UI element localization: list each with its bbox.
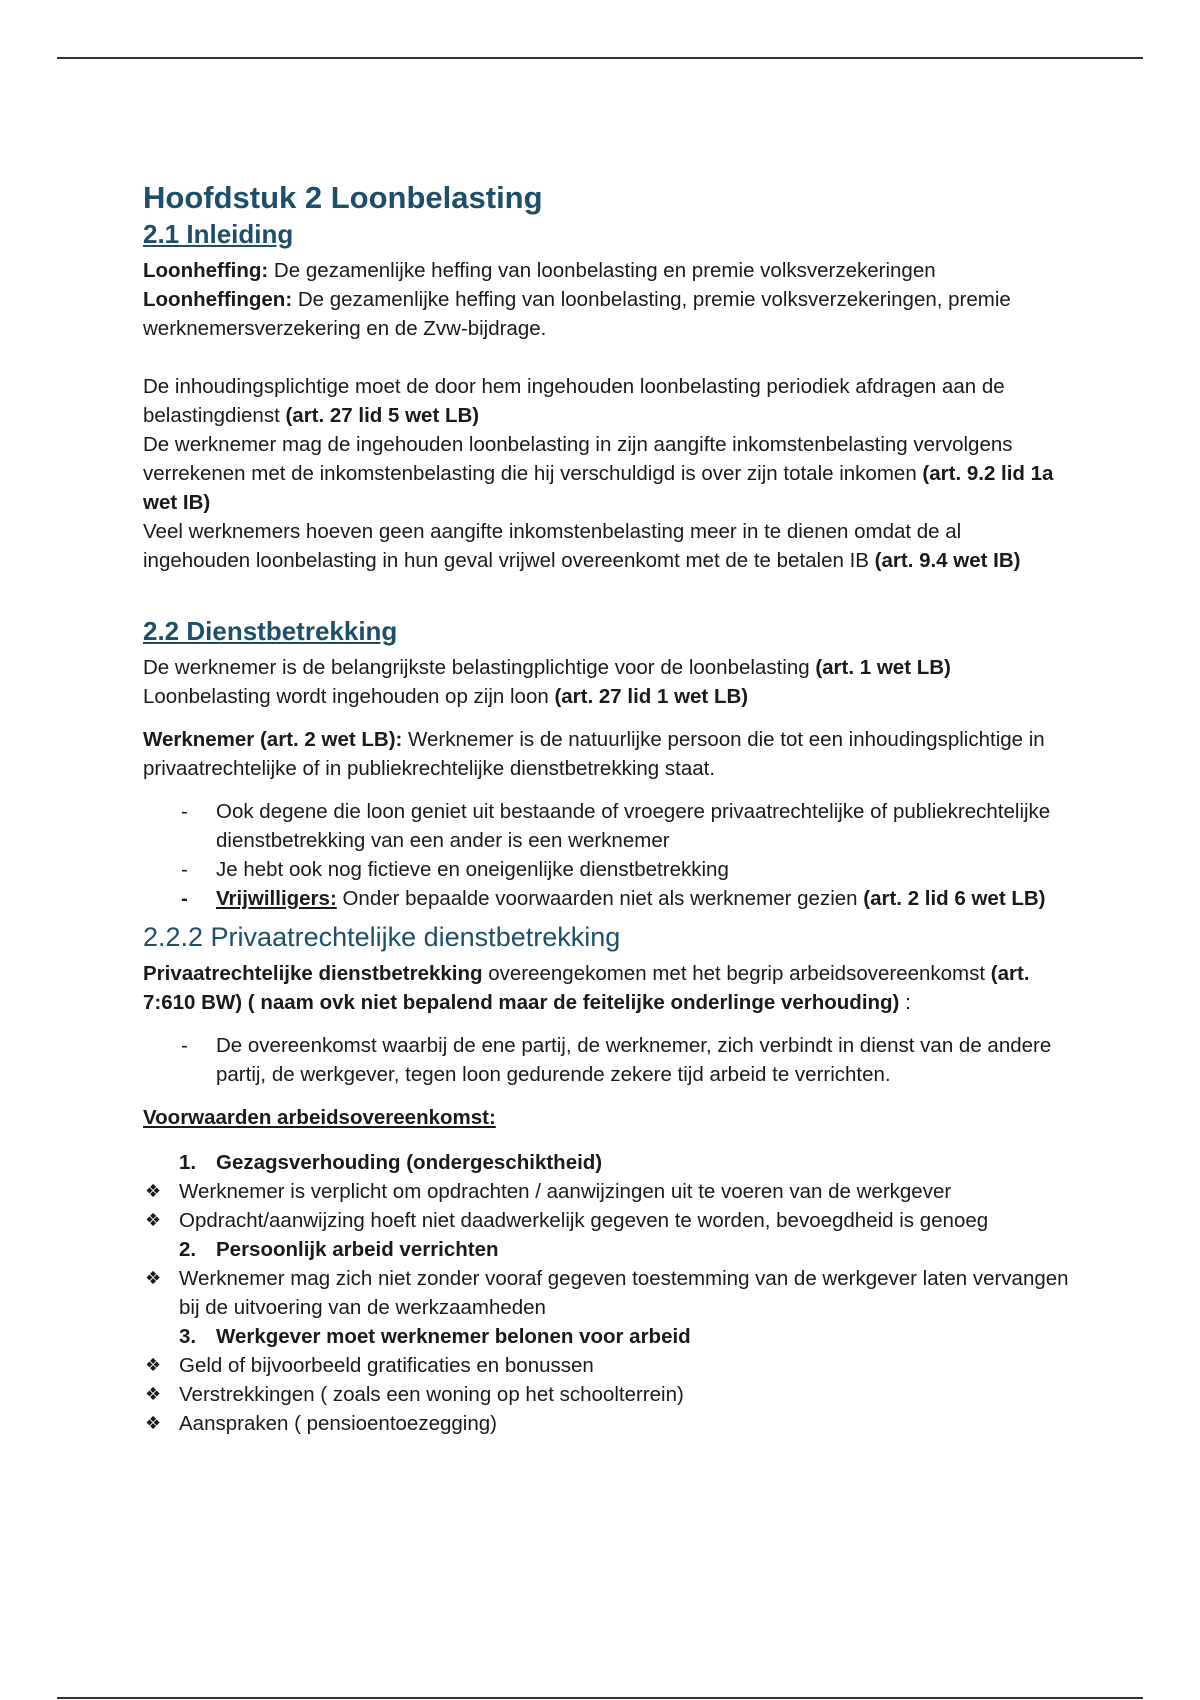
chapter-title: Hoofdstuk 2 Loonbelasting — [143, 180, 543, 215]
werknemer-list — [143, 797, 1073, 913]
list-item: ❖ Werknemer is verplicht om opdrachten / aanwijzingen uit te voeren van de werkgever — [145, 1180, 952, 1203]
section-2-2-2-title: 2.2.2 Privaatrechtelijke dienstbetrekking — [143, 922, 621, 952]
para-belastingplichtige: De werknemer is de belangrijkste belastingplichtige voor de loonbelasting (art. 1 wet LB) — [143, 656, 951, 679]
para-aangifte: Veel werknemers hoeven geen aangifte inkomstenbelasting meer in te dienen omdat de al ingehouden loonbelasting in hun geval vrijwel overeenkomt met de te betalen IB (art. 9.4 wet IB) — [143, 520, 1021, 572]
list-item: ❖ Werknemer mag zich niet zonder vooraf gegeven toestemming van de werkgever laten vervangen bij de uitvoering van de werkzaamheden — [145, 1267, 1069, 1319]
conditions-title: Voorwaarden arbeidsovereenkomst: — [143, 1106, 496, 1129]
footer-rule — [57, 1697, 1143, 1699]
list-item: ❖ Aanspraken ( pensioentoezegging) — [145, 1412, 497, 1435]
para-ingehouden: Loonbelasting wordt ingehouden op zijn loon (art. 27 lid 1 wet LB) — [143, 685, 749, 708]
list-item: - De overeenkomst waarbij de ene partij, de werknemer, zich verbindt in dienst van de andere partij, de werkgever, tegen loon gedurende zekere tijd arbeid te verrichten. — [181, 1034, 1052, 1086]
def-werknemer: Werknemer (art. 2 wet LB): Werknemer is de natuurlijke persoon die tot een inhoudingsplichtige in privaatrechtelijke of in publiekrechtelijke dienstbetrekking staat. — [143, 728, 1045, 780]
condition-3: 3. Werkgever moet werknemer belonen voor arbeid — [179, 1325, 691, 1348]
header-rule — [57, 57, 1143, 59]
def-loonheffing: Loonheffing: De gezamenlijke heffing van loonbelasting en premie volksverzekeringen — [143, 259, 936, 282]
list-item: - Vrijwilligers: Onder bepaalde voorwaarden niet als werknemer gezien (art. 2 lid 6 wet LB) — [181, 887, 1046, 910]
list-item: ❖ Opdracht/aanwijzing hoeft niet daadwerkelijk gegeven te worden, bevoegdheid is genoeg — [145, 1209, 989, 1232]
list-item: ❖ Verstrekkingen ( zoals een woning op het schoolterrein) — [145, 1383, 684, 1406]
condition-2: 2. Persoonlijk arbeid verrichten — [179, 1238, 499, 1261]
list-item: - Ook degene die loon geniet uit bestaande of vroegere privaatrechtelijke of publiekrechtelijke dienstbetrekking van een ander is een werknemer — [181, 800, 1051, 852]
overeenkomst-list — [143, 1031, 1073, 1089]
list-item: - Je hebt ook nog fictieve en oneigenlijke dienstbetrekking — [181, 858, 729, 881]
def-loonheffingen: Loonheffingen: De gezamenlijke heffing van loonbelasting, premie volksverzekeringen, premie werknemersverzekering en de Zvw-bijdrage. — [143, 288, 1011, 340]
condition-1: 1. Gezagsverhouding (ondergeschiktheid) — [179, 1151, 603, 1174]
def-privaatrechtelijk: Privaatrechtelijke dienstbetrekking overeengekomen met het begrip arbeidsovereenkomst (art. 7:610 BW) ( naam ovk niet bepalend maar de feitelijke onderlinge verhouding) : — [143, 962, 1030, 1014]
section-2-1-title: 2.1 Inleiding — [143, 219, 294, 249]
para-verrekenen: De werknemer mag de ingehouden loonbelasting in zijn aangifte inkomstenbelasting vervolgens verrekenen met de inkomstenbelasting die hij verschuldigd is over zijn totale inkomen (art. 9.2 lid 1a wet IB) — [143, 433, 1054, 514]
document-body — [143, 178, 1073, 1438]
para-afdragen: De inhoudingsplichtige moet de door hem ingehouden loonbelasting periodiek afdragen aan de belastingdienst (art. 27 lid 5 wet LB) — [143, 375, 1005, 427]
list-item: ❖ Geld of bijvoorbeeld gratificaties en bonussen — [145, 1354, 594, 1377]
section-2-2-title: 2.2 Dienstbetrekking — [143, 616, 398, 646]
